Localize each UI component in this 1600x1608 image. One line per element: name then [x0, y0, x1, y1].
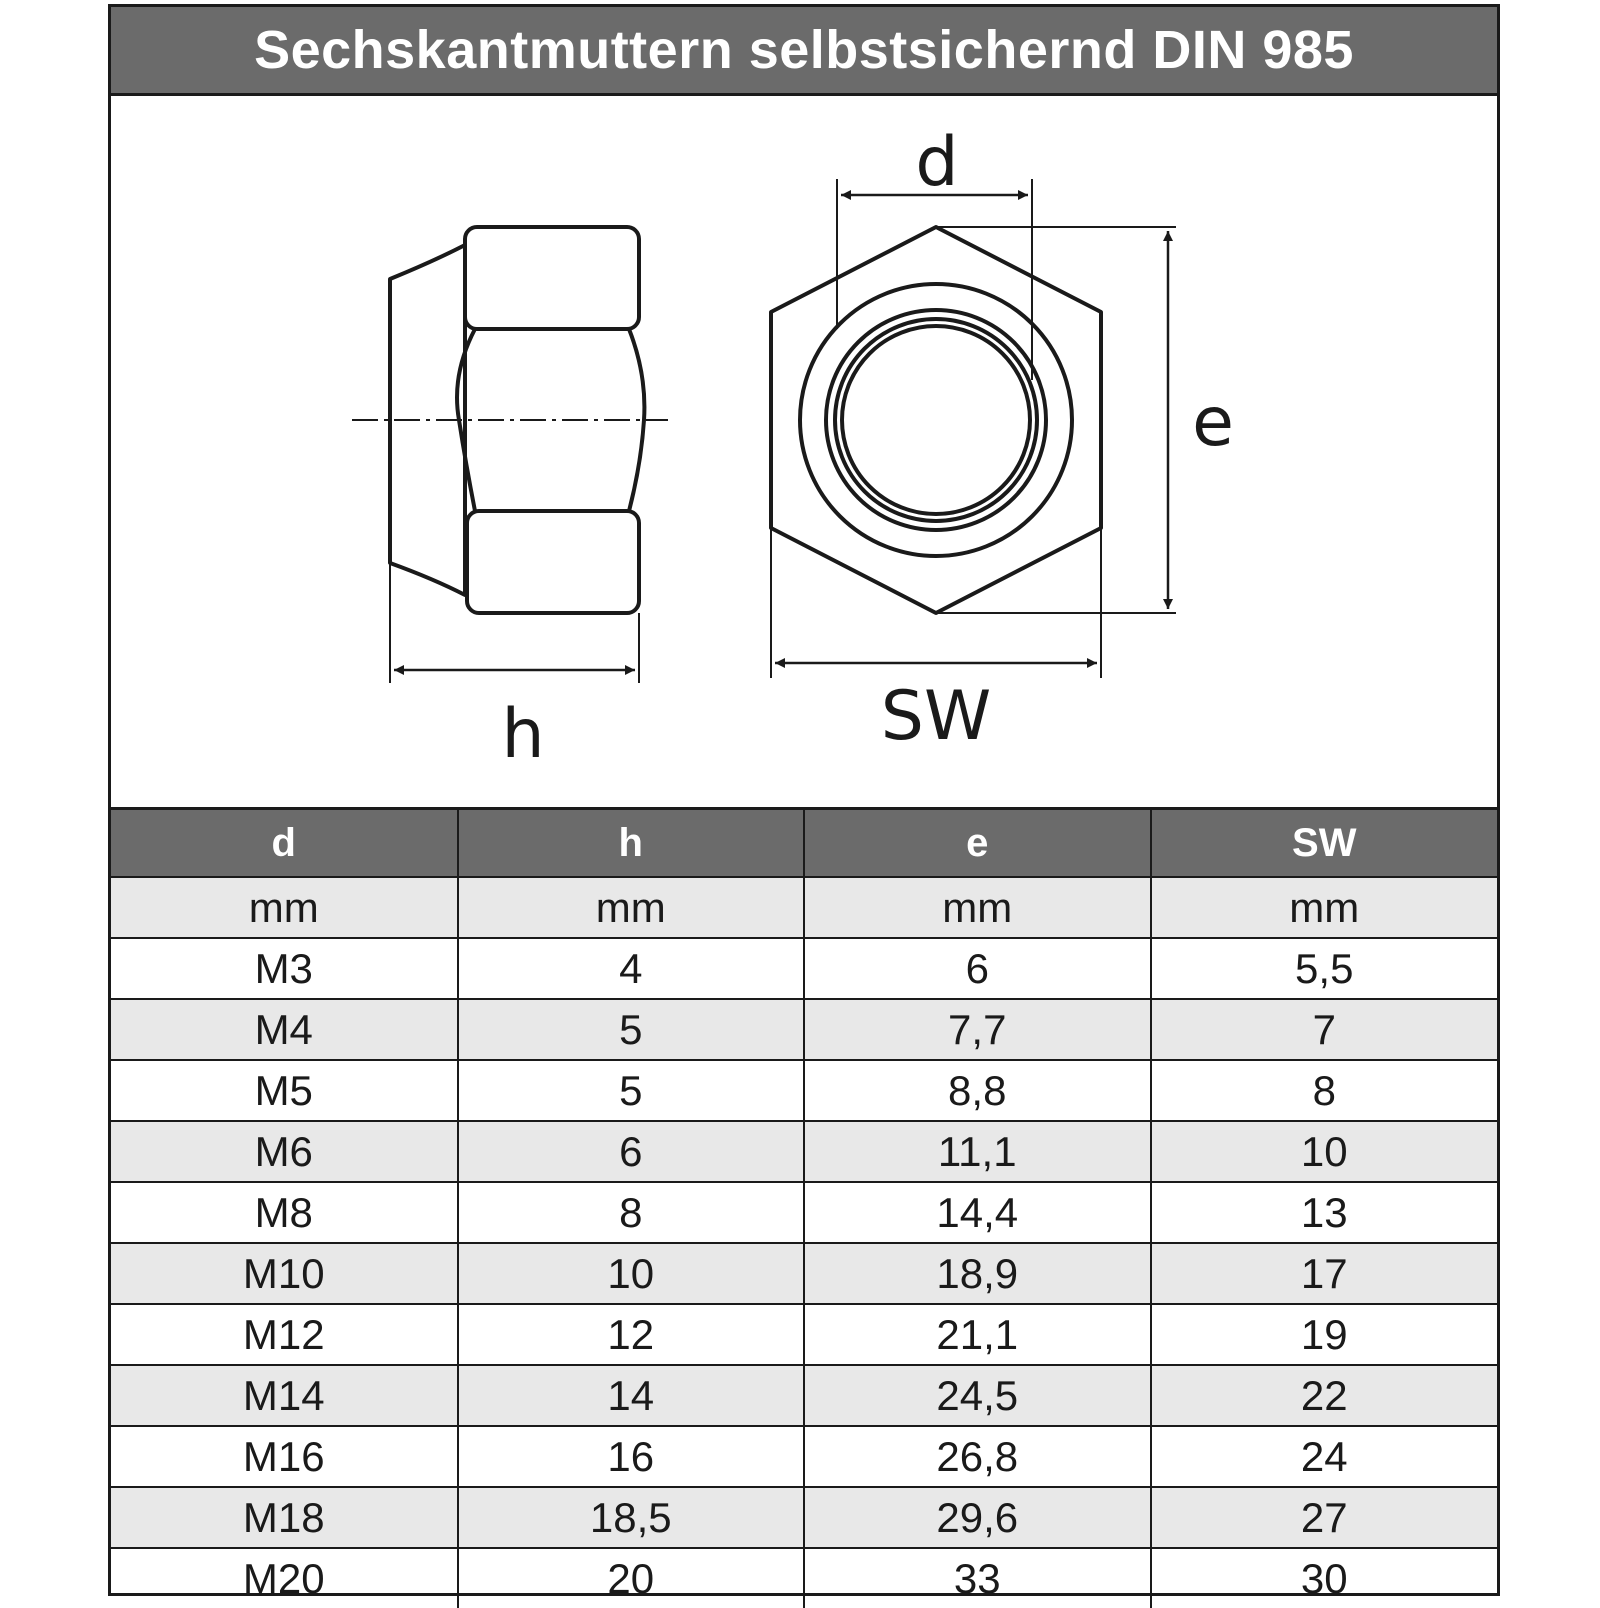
table-row — [111, 1365, 1497, 1426]
table-cell: 26,8 — [804, 1426, 1151, 1487]
unit-cell: mm — [804, 877, 1151, 938]
table-cell: 24 — [1151, 1426, 1498, 1487]
table-row — [111, 1304, 1497, 1365]
table-cell: 8,8 — [804, 1060, 1151, 1121]
table-cell: M3 — [111, 938, 458, 999]
table-cell: 7 — [1151, 999, 1498, 1060]
side-view — [390, 227, 644, 683]
table-cell: 8 — [1151, 1060, 1498, 1121]
label-sw: SW — [880, 677, 992, 756]
table-cell: 24,5 — [804, 1365, 1151, 1426]
table-cell: M10 — [111, 1243, 458, 1304]
table-row — [111, 999, 1497, 1060]
front-view-inner-ring — [835, 319, 1037, 521]
side-view-upper-flat — [465, 227, 639, 329]
table-header-row — [111, 809, 1497, 878]
nut-technical-drawing — [108, 93, 1500, 813]
table-cell: 30 — [1300, 1554, 1348, 1602]
table-cell: 11,1 — [804, 1121, 1151, 1182]
table-cell: 5 — [458, 999, 805, 1060]
label-e: e — [1192, 383, 1234, 462]
table-cell: 10 — [1151, 1121, 1498, 1182]
front-view-bore — [842, 326, 1030, 514]
table-row — [111, 1060, 1497, 1121]
table-cell: M4 — [111, 999, 458, 1060]
table-cell: 14,4 — [804, 1182, 1151, 1243]
header-e: e — [804, 809, 1151, 878]
table-cell: 13 — [1151, 1182, 1498, 1243]
table-cell: M12 — [111, 1304, 458, 1365]
table-cell: M16 — [111, 1426, 458, 1487]
header-h: h — [458, 809, 805, 878]
table-cell: 7,7 — [804, 999, 1151, 1060]
table-cell: 5 — [458, 1060, 805, 1121]
front-view-insert-ring — [826, 310, 1046, 530]
table-cell: 27 — [1151, 1487, 1498, 1548]
unit-cell: mm — [458, 877, 805, 938]
table-cell: 10 — [458, 1243, 805, 1304]
table-cell: M14 — [111, 1365, 458, 1426]
table-cell: 14 — [458, 1365, 805, 1426]
page-title: Sechskantmuttern selbstsichernd DIN 985 — [254, 20, 1354, 80]
table-cell: 22 — [1151, 1365, 1498, 1426]
table-cell: M20 — [111, 1548, 458, 1608]
unit-row — [111, 877, 1497, 938]
table-row — [111, 1121, 1497, 1182]
table-cell: 21,1 — [804, 1304, 1151, 1365]
header-sw: SW — [1151, 809, 1498, 878]
table-cell: 18,9 — [804, 1243, 1151, 1304]
table-row — [111, 1243, 1497, 1304]
table-cell: 29,6 — [804, 1487, 1151, 1548]
table-cell: 33 — [804, 1548, 1151, 1608]
table-cell: 18,5 — [458, 1487, 805, 1548]
table-row — [111, 1548, 1497, 1608]
dimension-table — [111, 807, 1497, 1608]
unit-cell: mm — [1151, 877, 1498, 938]
table-row — [111, 938, 1497, 999]
table-cell: 5,5 — [1151, 938, 1498, 999]
table-cell: 6 — [458, 1121, 805, 1182]
table-cell: 8 — [458, 1182, 805, 1243]
table-cell: 20 — [458, 1548, 805, 1608]
header-d: d — [111, 809, 458, 878]
table-row — [111, 1487, 1497, 1548]
front-view — [771, 227, 1101, 613]
table-cell: 16 — [458, 1426, 805, 1487]
table-cell: M5 — [111, 1060, 458, 1121]
table-cell: 17 — [1151, 1243, 1498, 1304]
table-cell: M6 — [111, 1121, 458, 1182]
table-row — [111, 1426, 1497, 1487]
table-cell: 6 — [804, 938, 1151, 999]
table-cell: 4 — [458, 938, 805, 999]
table-cell: M18 — [111, 1487, 458, 1548]
side-view-lower-flat — [467, 511, 639, 613]
datasheet — [108, 4, 1500, 1602]
table-cell: 19 — [1151, 1304, 1498, 1365]
table-cell: M8 — [111, 1182, 458, 1243]
table-row — [111, 1182, 1497, 1243]
table-cell: 12 — [458, 1304, 805, 1365]
label-h: h — [501, 695, 545, 774]
unit-cell: mm — [111, 877, 458, 938]
title-bar — [111, 7, 1497, 96]
label-d: d — [915, 123, 959, 202]
